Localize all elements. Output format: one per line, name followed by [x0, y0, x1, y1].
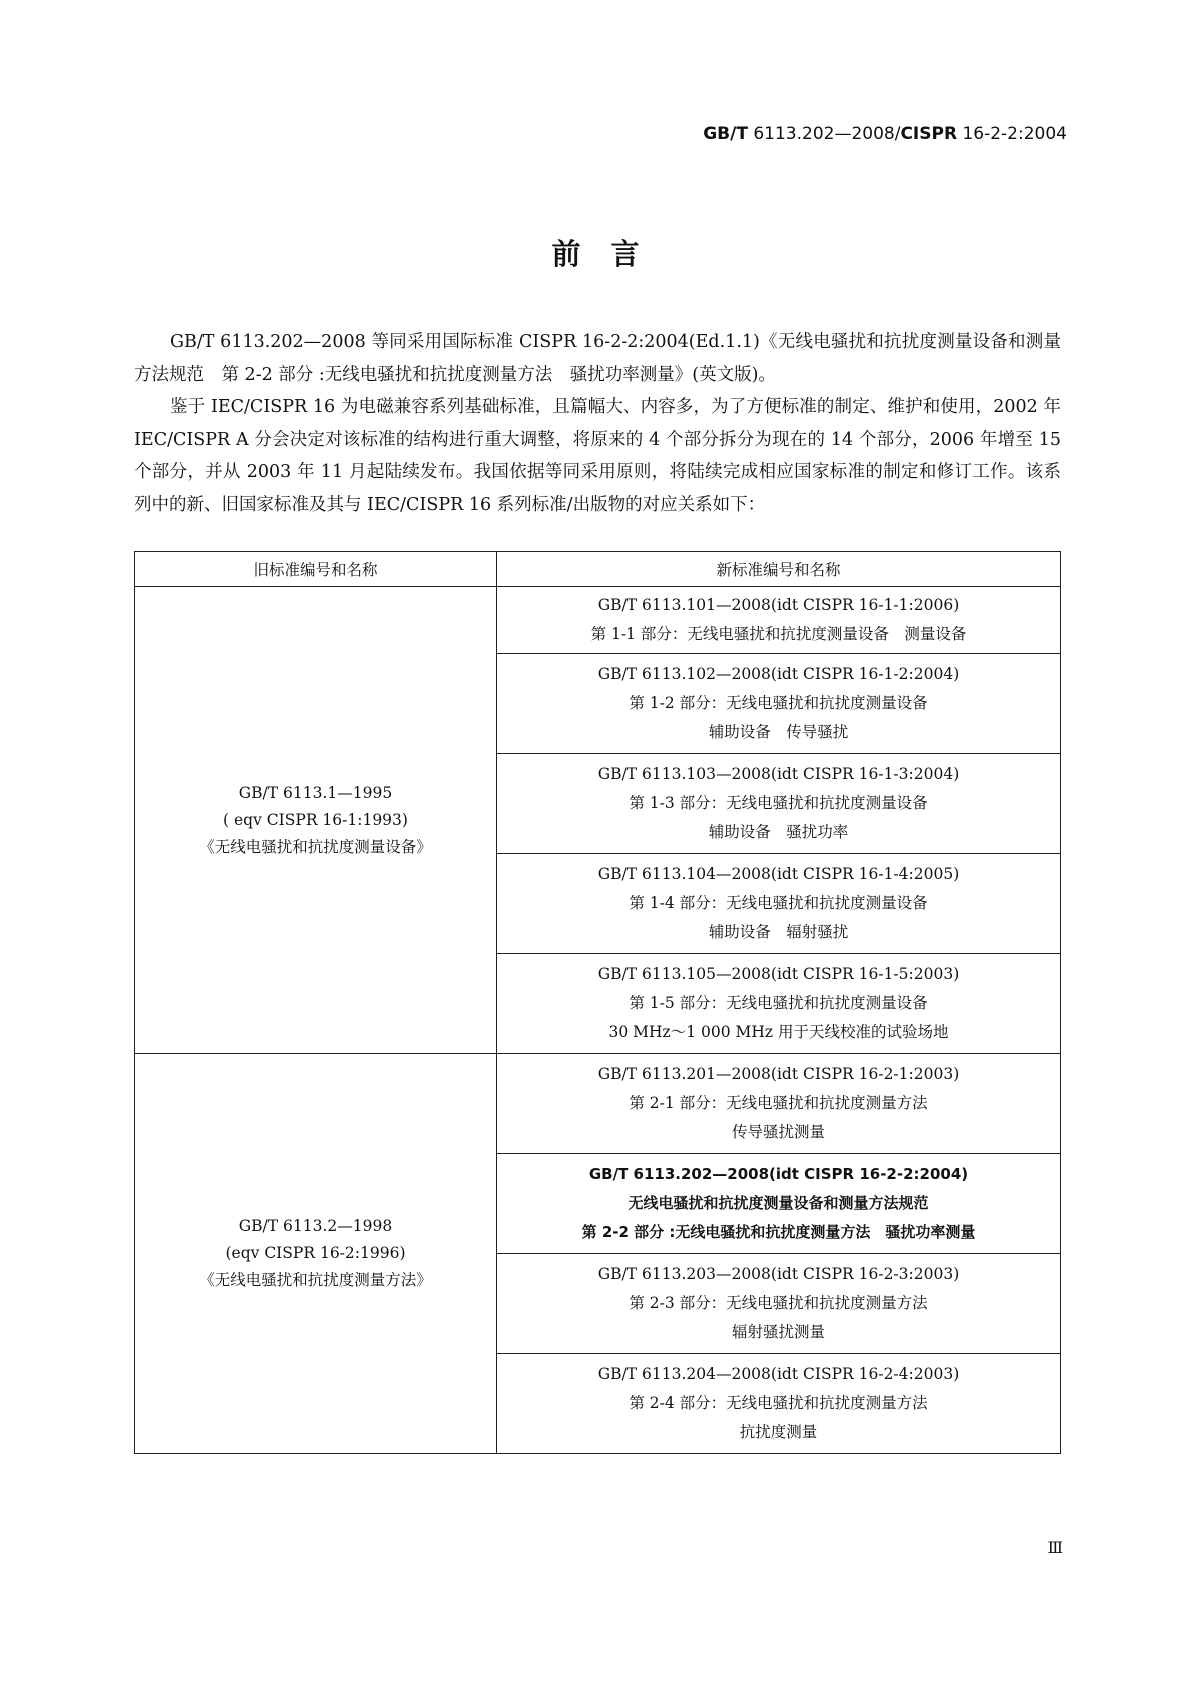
old-standard-1: GB/T 6113.1—1995 ( eqv CISPR 16-1:1993) 《无线电骚扰和抗扰度测量设备》 — [135, 587, 497, 1054]
header-new: 新标准编号和名称 — [497, 552, 1061, 587]
header-prefix: GB/T — [703, 124, 748, 144]
header-cispr-number: 16-2-2:2004 — [962, 124, 1067, 144]
new-standard-1-3: GB/T 6113.103—2008(idt CISPR 16-1-3:2004) 第 1-3 部分：无线电骚扰和抗扰度测量设备 辅助设备 骚扰功率 — [497, 754, 1061, 854]
page-number: Ⅲ — [1047, 1538, 1063, 1557]
new-standard-1-2: GB/T 6113.102—2008(idt CISPR 16-1-2:2004) 第 1-2 部分：无线电骚扰和抗扰度测量设备 辅助设备 传导骚扰 — [497, 654, 1061, 754]
new-standard-1-1: GB/T 6113.101—2008(idt CISPR 16-1-1:2006) 第 1-1 部分：无线电骚扰和抗扰度测量设备 测量设备 — [497, 587, 1061, 654]
foreword-body — [134, 326, 1061, 521]
standard-header — [703, 124, 1067, 144]
new-standard-2-3: GB/T 6113.203—2008(idt CISPR 16-2-3:2003) 第 2-3 部分：无线电骚扰和抗扰度测量方法 辐射骚扰测量 — [497, 1254, 1061, 1354]
new-standard-1-5: GB/T 6113.105—2008(idt CISPR 16-1-5:2003) 第 1-5 部分：无线电骚扰和抗扰度测量设备 30 MHz～1 000 MHz 用于天线校准的试验场地 — [497, 954, 1061, 1054]
header-number: 6113.202—2008/ — [753, 124, 901, 144]
new-standard-2-4: GB/T 6113.204—2008(idt CISPR 16-2-4:2003) 第 2-4 部分：无线电骚扰和抗扰度测量方法 抗扰度测量 — [497, 1354, 1061, 1454]
header-cispr: CISPR — [900, 124, 958, 144]
table-row — [135, 1054, 1061, 1154]
page-title: 前言 — [551, 237, 670, 271]
new-standard-2-1: GB/T 6113.201—2008(idt CISPR 16-2-1:2003) 第 2-1 部分：无线电骚扰和抗扰度测量方法 传导骚扰测量 — [497, 1054, 1061, 1154]
new-standard-1-4: GB/T 6113.104—2008(idt CISPR 16-1-4:2005) 第 1-4 部分：无线电骚扰和抗扰度测量设备 辅助设备 辐射骚扰 — [497, 854, 1061, 954]
header-old: 旧标准编号和名称 — [135, 552, 497, 587]
paragraph-2: 鉴于 IEC/CISPR 16 为电磁兼容系列基础标准，且篇幅大、内容多，为了方便标准的制定、维护和使用，2002 年 IEC/CISPR A 分会决定对该标准的结构进行重大调整，将原来的 4 个部分拆分为现在的 14 个部分，2006 年增至 15 个部分，并从 2003 年 11 月起陆续发布。我国依据等同采用原则，将陆续完成相应国家标准的制定和修订工作。该系列中的新、旧国家标准及其与 IEC/CISPR 16 系列标准/出版物的对应关系如下： — [134, 397, 1061, 515]
paragraph-1: GB/T 6113.202—2008 等同采用国际标准 CISPR 16-2-2:2004(Ed.1.1)《无线电骚扰和抗扰度测量设备和测量方法规范 第 2-2 部分 :无线电骚扰和抗扰度测量方法 骚扰功率测量》(英文版)。 — [134, 332, 1061, 385]
table-header-row — [135, 552, 1061, 587]
new-standard-2-2-current: GB/T 6113.202—2008(idt CISPR 16-2-2:2004) 无线电骚扰和抗扰度测量设备和测量方法规范 第 2-2 部分 :无线电骚扰和抗扰度测量方法 骚扰功率测量 — [497, 1154, 1061, 1254]
standards-correspondence-table — [134, 551, 1061, 1454]
old-standard-2: GB/T 6113.2—1998 (eqv CISPR 16-2:1996) 《无线电骚扰和抗扰度测量方法》 — [135, 1054, 497, 1454]
table-row — [135, 587, 1061, 654]
